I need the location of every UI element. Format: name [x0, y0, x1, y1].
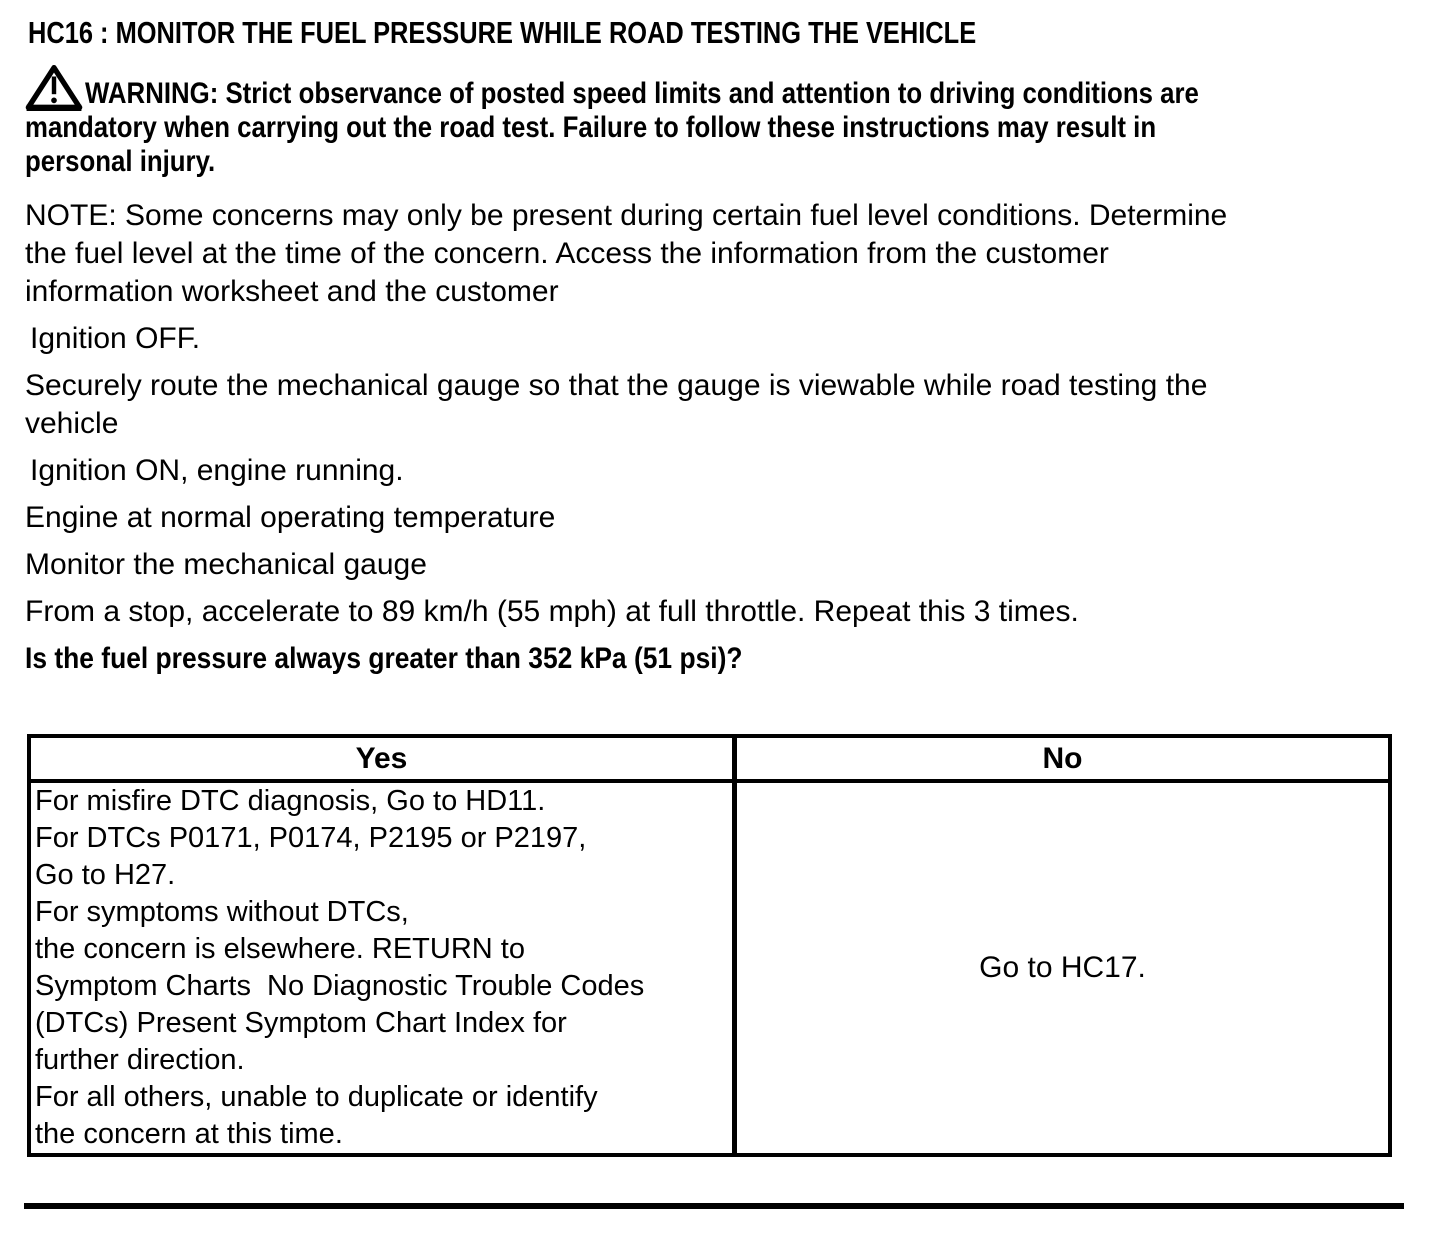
no-column-header: No	[1042, 742, 1083, 775]
yes-cell-line: (DTCs) Present Symptom Chart Index for	[35, 1007, 567, 1039]
step-engine-temperature: Engine at normal operating temperature	[25, 501, 556, 534]
decision-table	[27, 734, 1392, 1157]
yes-cell-line: the concern at this time.	[35, 1118, 343, 1150]
yes-cell-line: Go to H27.	[35, 859, 176, 891]
warning-text: WARNING: Strict observance of posted speed limits and attention to driving conditions are	[85, 77, 1199, 110]
bottom-divider	[24, 1203, 1404, 1209]
yes-cell-line: For all others, unable to duplicate or identify	[35, 1081, 598, 1113]
yes-cell-line: For DTCs P0171, P0174, P2195 or P2197,	[35, 822, 587, 854]
no-cell	[737, 783, 1388, 1153]
step-ignition-on: Ignition ON, engine running.	[30, 454, 404, 487]
no-cell-text: Go to HC17.	[979, 951, 1146, 984]
yes-cell-line: Symptom Charts No Diagnostic Trouble Codes	[35, 970, 645, 1002]
yes-cell-line: further direction.	[35, 1044, 245, 1076]
step-accelerate: From a stop, accelerate to 89 km/h (55 mph) at full throttle. Repeat this 3 times.	[25, 595, 1079, 628]
note-text: NOTE: Some concerns may only be present during certain fuel level conditions. Determine	[25, 199, 1228, 232]
yes-cell-line: For symptoms without DTCs,	[35, 896, 409, 928]
warning-text: personal injury.	[25, 145, 216, 178]
decision-table-header-row	[31, 738, 1388, 783]
warning-text: mandatory when carrying out the road test. Failure to follow these instructions may result in	[25, 111, 1157, 144]
note-paragraph	[25, 197, 1440, 311]
note-text: the fuel level at the time of the concern. Access the information from the customer	[25, 237, 1109, 270]
yes-cell	[31, 783, 737, 1153]
yes-cell-line: the concern is elsewhere. RETURN to	[35, 933, 525, 965]
yes-column-header: Yes	[31, 738, 737, 779]
warning-block	[25, 63, 1440, 179]
step-route-gauge: Securely route the mechanical gauge so that the gauge is viewable while road testing the vehicle	[25, 369, 1208, 440]
page-title	[28, 15, 1440, 50]
page-title-text: HC16 : MONITOR THE FUEL PRESSURE WHILE ROAD TESTING THE VEHICLE	[28, 15, 977, 50]
warning-line-1	[25, 63, 1440, 111]
step-ignition-off: Ignition OFF.	[30, 322, 201, 355]
note-text: information worksheet and the customer	[25, 275, 559, 308]
question-text: Is the fuel pressure always greater than 352 kPa (51 psi)?	[25, 642, 743, 675]
decision-table-body-row	[31, 783, 1388, 1153]
step-monitor-gauge: Monitor the mechanical gauge	[25, 548, 427, 581]
yes-cell-line: For misfire DTC diagnosis, Go to HD11.	[35, 785, 546, 817]
warning-icon	[25, 65, 83, 111]
